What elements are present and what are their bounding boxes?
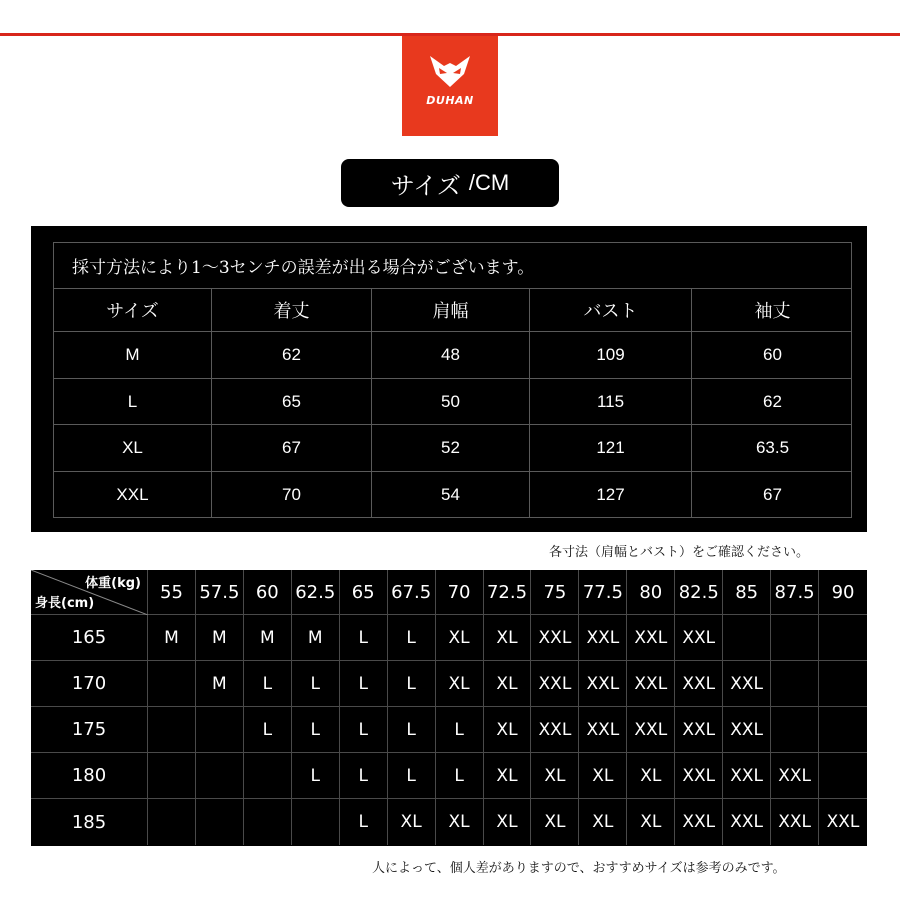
size-value-cell: 54 — [372, 472, 530, 518]
fit-size-cell: XL — [484, 707, 532, 752]
size-value-cell: 67 — [212, 425, 372, 471]
fit-size-cell: M — [196, 661, 244, 706]
fit-row — [31, 661, 867, 707]
fit-size-cell: XXL — [771, 753, 819, 798]
fit-size-cell: XXL — [675, 707, 723, 752]
fit-size-cell: L — [388, 615, 436, 660]
fit-row — [31, 753, 867, 799]
fit-size-cell — [292, 799, 340, 845]
size-value-cell: 65 — [212, 379, 372, 424]
fit-header-row — [31, 570, 867, 615]
size-table — [53, 242, 852, 518]
fit-size-cell: XL — [579, 753, 627, 798]
height-cell: 175 — [31, 707, 148, 752]
weight-header-cell: 82.5 — [675, 570, 723, 614]
size-header-row — [54, 289, 851, 332]
fit-size-cell: L — [388, 753, 436, 798]
weight-axis-label: 体重(kg) — [85, 576, 141, 591]
fit-size-cell: L — [340, 799, 388, 845]
fit-size-cell: XXL — [771, 799, 819, 845]
weight-header-cell: 85 — [723, 570, 771, 614]
fit-size-cell: XL — [579, 799, 627, 845]
fit-size-cell — [244, 753, 292, 798]
size-header-cell: 袖丈 — [754, 301, 791, 322]
fit-size-cell: XL — [531, 753, 579, 798]
fox-head-icon — [428, 54, 472, 88]
fit-size-cell: XL — [436, 799, 484, 845]
size-header-cell: サイズ — [54, 289, 212, 331]
fit-size-cell: M — [148, 615, 196, 660]
size-label-cell: M — [54, 332, 212, 378]
fit-chart-caption: 人によって、個人差がありますので、おすすめサイズは参考のみです。 — [372, 861, 786, 876]
section-title — [341, 159, 559, 207]
fit-size-cell: L — [388, 661, 436, 706]
fit-size-cell — [723, 615, 771, 660]
fit-size-cell: M — [292, 615, 340, 660]
size-label-cell: XL — [54, 425, 212, 471]
size-value-cell: 127 — [530, 472, 692, 518]
fit-size-cell — [771, 661, 819, 706]
fit-size-cell: XXL — [675, 661, 723, 706]
fit-size-cell: XXL — [723, 661, 771, 706]
size-row — [54, 472, 851, 518]
fit-size-cell: L — [292, 707, 340, 752]
fit-size-cell: XXL — [723, 753, 771, 798]
weight-header-cell: 62.5 — [292, 570, 340, 614]
fit-size-cell — [819, 615, 867, 660]
height-cell: 180 — [31, 753, 148, 798]
fit-size-cell: XXL — [531, 661, 579, 706]
size-value-cell: 62 — [212, 332, 372, 378]
fit-size-cell — [771, 707, 819, 752]
weight-header-cell: 90 — [831, 581, 855, 603]
fit-size-cell: XL — [388, 799, 436, 845]
brand-logo — [402, 36, 498, 136]
fit-size-cell: XXL — [531, 615, 579, 660]
fit-size-cell: L — [340, 753, 388, 798]
size-row — [54, 425, 851, 472]
fit-size-cell: L — [244, 661, 292, 706]
fit-size-cell: XXL — [723, 799, 771, 845]
fit-size-cell — [196, 753, 244, 798]
fit-size-cell: L — [388, 707, 436, 752]
fit-size-cell: XL — [627, 799, 675, 845]
size-table-caption: 各寸法（肩幅とバスト）をご確認ください。 — [549, 545, 810, 560]
fit-size-cell: M — [196, 615, 244, 660]
weight-header-cell: 55 — [148, 570, 196, 614]
fit-size-cell — [148, 707, 196, 752]
fit-chart-corner — [31, 570, 148, 615]
fit-size-cell: L — [340, 615, 388, 660]
fit-size-cell: XL — [627, 753, 675, 798]
fit-size-cell: XXL — [579, 661, 627, 706]
fit-size-cell: XL — [436, 661, 484, 706]
size-value-cell: 52 — [372, 425, 530, 471]
size-value-cell: 109 — [530, 332, 692, 378]
brand-name: DUHAN — [426, 94, 474, 107]
size-value-cell: 48 — [372, 332, 530, 378]
weight-header-cell: 60 — [244, 570, 292, 614]
size-header-cell: バスト — [530, 289, 692, 331]
height-cell: 185 — [31, 799, 148, 845]
fit-size-cell: XXL — [826, 812, 860, 832]
fit-size-cell: L — [340, 707, 388, 752]
fit-size-cell: XXL — [579, 707, 627, 752]
size-table-note: 採寸方法により1〜3センチの誤差が出る場合がございます。 — [54, 243, 851, 289]
weight-header-cell: 80 — [627, 570, 675, 614]
fit-size-cell: XL — [484, 753, 532, 798]
size-label-cell: XXL — [54, 472, 212, 518]
fit-size-cell: L — [436, 707, 484, 752]
fit-size-cell: L — [292, 753, 340, 798]
section-title-label: サイズ — [390, 171, 461, 200]
size-value-cell: 50 — [372, 379, 530, 424]
fit-size-cell: XXL — [627, 615, 675, 660]
fit-size-cell: XXL — [723, 707, 771, 752]
size-value-cell: 63.5 — [755, 438, 790, 457]
fit-size-cell — [819, 661, 867, 706]
fit-size-cell — [196, 799, 244, 845]
size-value-cell: 67 — [763, 485, 782, 504]
fit-chart — [31, 570, 867, 846]
size-value-cell: 121 — [530, 425, 692, 471]
fit-size-cell — [148, 753, 196, 798]
fit-size-cell: XL — [484, 661, 532, 706]
fit-size-cell: XL — [484, 799, 532, 845]
fit-size-cell — [148, 661, 196, 706]
weight-header-cell: 87.5 — [771, 570, 819, 614]
fit-size-cell — [819, 707, 867, 752]
fit-size-cell: L — [244, 707, 292, 752]
fit-size-cell: M — [244, 615, 292, 660]
size-value-cell: 62 — [763, 391, 782, 411]
height-axis-label: 身長(cm) — [35, 596, 95, 611]
section-title-unit: /CM — [468, 170, 510, 195]
weight-header-cell: 77.5 — [579, 570, 627, 614]
fit-size-cell — [196, 707, 244, 752]
size-value-cell: 70 — [212, 472, 372, 518]
weight-header-cell: 65 — [340, 570, 388, 614]
fit-size-cell: XL — [484, 615, 532, 660]
size-header-cell: 着丈 — [212, 289, 372, 331]
fit-row — [31, 707, 867, 753]
weight-header-cell: 67.5 — [388, 570, 436, 614]
fit-size-cell: L — [292, 661, 340, 706]
weight-header-cell: 57.5 — [196, 570, 244, 614]
height-cell: 170 — [31, 661, 148, 706]
fit-size-cell: L — [436, 753, 484, 798]
fit-size-cell: XL — [436, 615, 484, 660]
fit-size-cell: XXL — [675, 615, 723, 660]
size-table-grid — [54, 289, 851, 518]
size-row — [54, 379, 851, 425]
fit-size-cell: XXL — [531, 707, 579, 752]
fit-size-cell: XXL — [675, 753, 723, 798]
size-label-cell: L — [54, 379, 212, 424]
weight-header-cell: 72.5 — [484, 570, 532, 614]
fit-row — [31, 799, 867, 845]
fit-size-cell: XXL — [579, 615, 627, 660]
height-cell: 165 — [31, 615, 148, 660]
fit-size-cell: XXL — [627, 707, 675, 752]
weight-header-cell: 75 — [531, 570, 579, 614]
size-row — [54, 332, 851, 379]
fit-size-cell — [244, 799, 292, 845]
weight-header-cell: 70 — [436, 570, 484, 614]
size-value-cell: 115 — [530, 379, 692, 424]
fit-size-cell: XL — [531, 799, 579, 845]
fit-size-cell — [819, 753, 867, 798]
fit-size-cell: XXL — [627, 661, 675, 706]
size-header-cell: 肩幅 — [372, 289, 530, 331]
fit-row — [31, 615, 867, 661]
size-value-cell: 60 — [763, 345, 782, 364]
fit-size-cell — [771, 615, 819, 660]
fit-size-cell: XXL — [675, 799, 723, 845]
fit-size-cell — [148, 799, 196, 845]
fit-size-cell: L — [340, 661, 388, 706]
